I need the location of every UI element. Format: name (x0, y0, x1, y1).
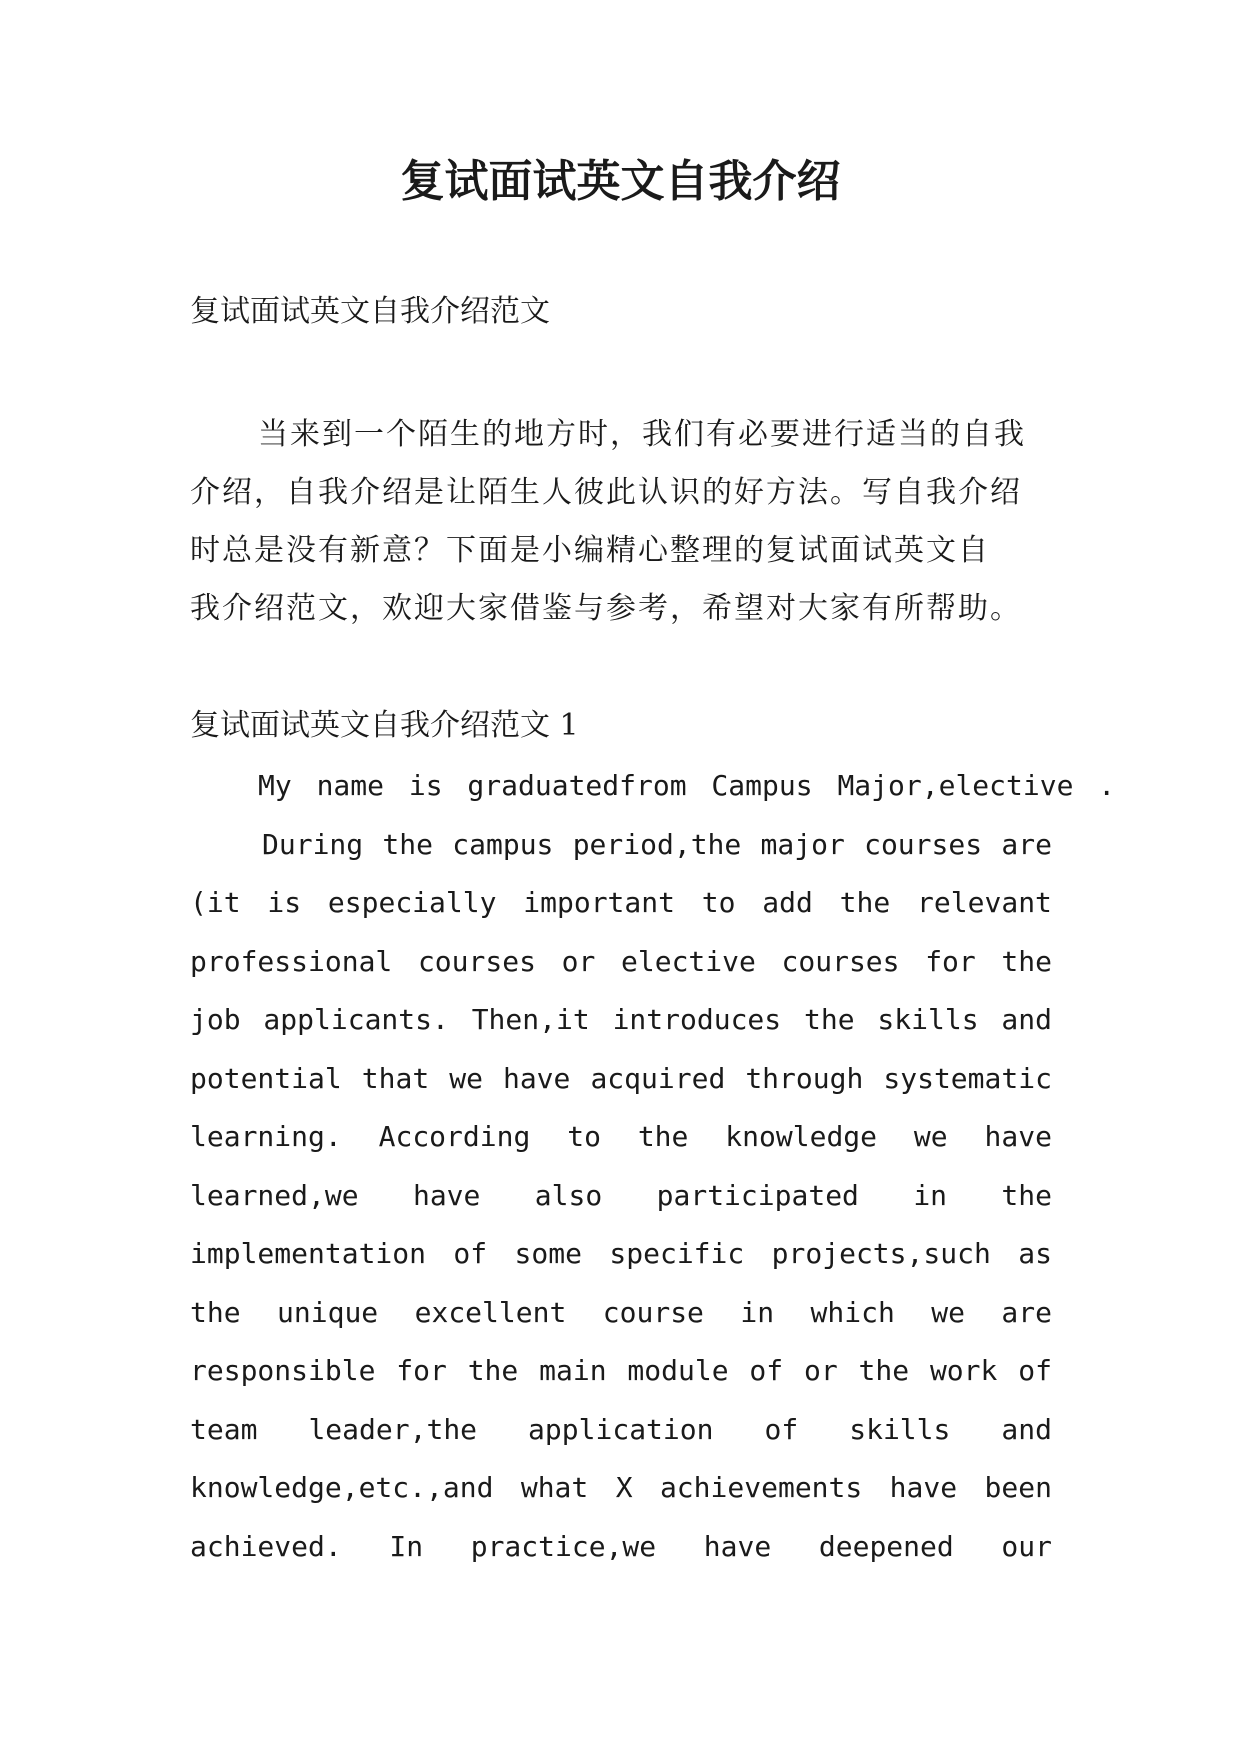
body-word: achievements (659, 1471, 863, 1504)
body-word: relevant (917, 886, 1052, 919)
body-word: participated (656, 1178, 859, 1212)
body-word: the (467, 1354, 519, 1387)
body-word: have (412, 1178, 481, 1212)
body-word: have (502, 1061, 571, 1095)
body-word: systematic (883, 1061, 1052, 1095)
body-line (190, 1284, 1052, 1343)
body-line (190, 991, 1052, 1050)
body-word: as (1018, 1237, 1052, 1270)
body-word: we (913, 1120, 948, 1153)
body-word: or (561, 944, 596, 978)
body-word: major (760, 827, 845, 861)
body-word: skills (877, 1003, 979, 1036)
body-word: leader,the (308, 1412, 478, 1446)
body-word: work (929, 1354, 998, 1387)
body-word: of (453, 1237, 488, 1270)
body-word: through (745, 1061, 864, 1095)
body-word: the (1001, 1178, 1052, 1212)
body-word: application (528, 1412, 714, 1446)
body-word: of (1018, 1354, 1052, 1387)
body-word: or (803, 1354, 838, 1387)
intro-line: 我介绍范文，欢迎大家借鉴与参考，希望对大家有所帮助。 (190, 591, 1022, 626)
document-subtitle: 复试面试英文自我介绍范文 (190, 294, 550, 329)
body-word: excellent (414, 1295, 567, 1329)
body-word: in (913, 1178, 948, 1212)
body-word: acquired (590, 1061, 726, 1095)
intro-paragraph (190, 406, 1070, 638)
body-word: to (567, 1120, 601, 1153)
body-word: the (803, 1003, 855, 1036)
body-word: (it (190, 886, 241, 919)
body-word: and (1001, 1412, 1052, 1446)
body-word: to (701, 886, 736, 919)
body-line (190, 1518, 1052, 1577)
body-line (190, 1225, 1052, 1284)
body-word: we (931, 1295, 965, 1329)
body-word: unique (277, 1295, 379, 1329)
body-word: deepened (818, 1529, 954, 1563)
body-word: of (749, 1354, 784, 1387)
body-word: some (514, 1237, 582, 1270)
body-word: During (262, 827, 364, 861)
body-line (190, 816, 1052, 875)
body-word: important (523, 886, 675, 919)
body-word: introduces (612, 1003, 782, 1036)
body-line (190, 1167, 1052, 1226)
body-word: add (762, 886, 813, 919)
body-word: the (839, 886, 891, 919)
body-word: and (1001, 1003, 1052, 1036)
body-word: what (520, 1471, 589, 1504)
section-heading: 复试面试英文自我介绍范文 1 (190, 708, 579, 743)
body-line (190, 1459, 1052, 1518)
body-line (190, 874, 1052, 933)
body-word: for (396, 1354, 447, 1387)
body-word: our (1001, 1529, 1052, 1563)
body-word: learned,we (190, 1178, 359, 1212)
body-word: courses (781, 944, 900, 978)
body-word: According (378, 1120, 531, 1153)
body-word: projects,such (771, 1237, 991, 1270)
body-word: module (627, 1354, 729, 1387)
body-word: we (449, 1061, 483, 1095)
body-word: knowledge,etc.,and (190, 1471, 494, 1504)
body-word: X (615, 1471, 633, 1504)
body-word: is (267, 886, 302, 919)
body-word: are (1001, 1295, 1052, 1329)
body-word: courses (864, 827, 983, 861)
intro-line: 当来到一个陌生的地方时，我们有必要进行适当的自我 (258, 417, 1026, 452)
body-line (190, 1050, 1052, 1109)
body-word: have (984, 1120, 1052, 1153)
body-line (190, 933, 1052, 992)
body-word: main (539, 1354, 607, 1387)
body-word: the (637, 1120, 689, 1153)
body-word: which (810, 1295, 895, 1329)
body-word: that (361, 1061, 430, 1095)
body-word: of (764, 1412, 799, 1446)
body-line (190, 1401, 1052, 1460)
body-word: for (925, 944, 976, 978)
body-word: elective (621, 944, 756, 978)
body-word: Then,it (471, 1003, 590, 1036)
body-word: specific (609, 1237, 745, 1270)
body-word: skills (849, 1412, 951, 1446)
body-word: are (1001, 827, 1052, 861)
english-body-paragraph (190, 757, 1116, 1576)
body-word: responsible (190, 1354, 376, 1387)
body-word: been (984, 1471, 1052, 1504)
body-word: the (382, 827, 433, 861)
document-title: 复试面试英文自我介绍 (400, 156, 841, 207)
body-word: practice,we (470, 1529, 657, 1563)
body-word: the (858, 1354, 910, 1387)
body-word: job (190, 1003, 241, 1036)
body-word: in (740, 1295, 775, 1329)
body-word: have (889, 1471, 958, 1504)
body-word: professional (190, 944, 393, 978)
body-word: also (534, 1178, 603, 1212)
body-line: My name is graduatedfrom Campus Major,elective . (258, 769, 1116, 802)
body-word: implementation (190, 1237, 427, 1270)
body-word: especially (327, 886, 497, 919)
body-line (190, 1342, 1052, 1401)
body-word: courses (417, 944, 536, 978)
body-word: applicants. (263, 1003, 449, 1036)
intro-line: 介绍，自我介绍是让陌生人彼此认识的好方法。写自我介绍 (190, 475, 1022, 510)
body-word: course (602, 1295, 704, 1329)
body-word: have (703, 1529, 772, 1563)
body-line (190, 1108, 1052, 1167)
body-word: the (1001, 944, 1052, 978)
body-word: potential (190, 1061, 342, 1095)
intro-line: 时总是没有新意？下面是小编精心整理的复试面试英文自 (190, 533, 990, 568)
body-word: period,the (572, 827, 742, 861)
body-word: team (190, 1412, 258, 1446)
body-word: campus (452, 827, 554, 861)
body-word: the (190, 1295, 241, 1329)
body-word: In (389, 1529, 424, 1563)
body-word: learning. (190, 1120, 342, 1153)
body-word: knowledge (725, 1120, 878, 1153)
body-word: achieved. (190, 1529, 342, 1563)
